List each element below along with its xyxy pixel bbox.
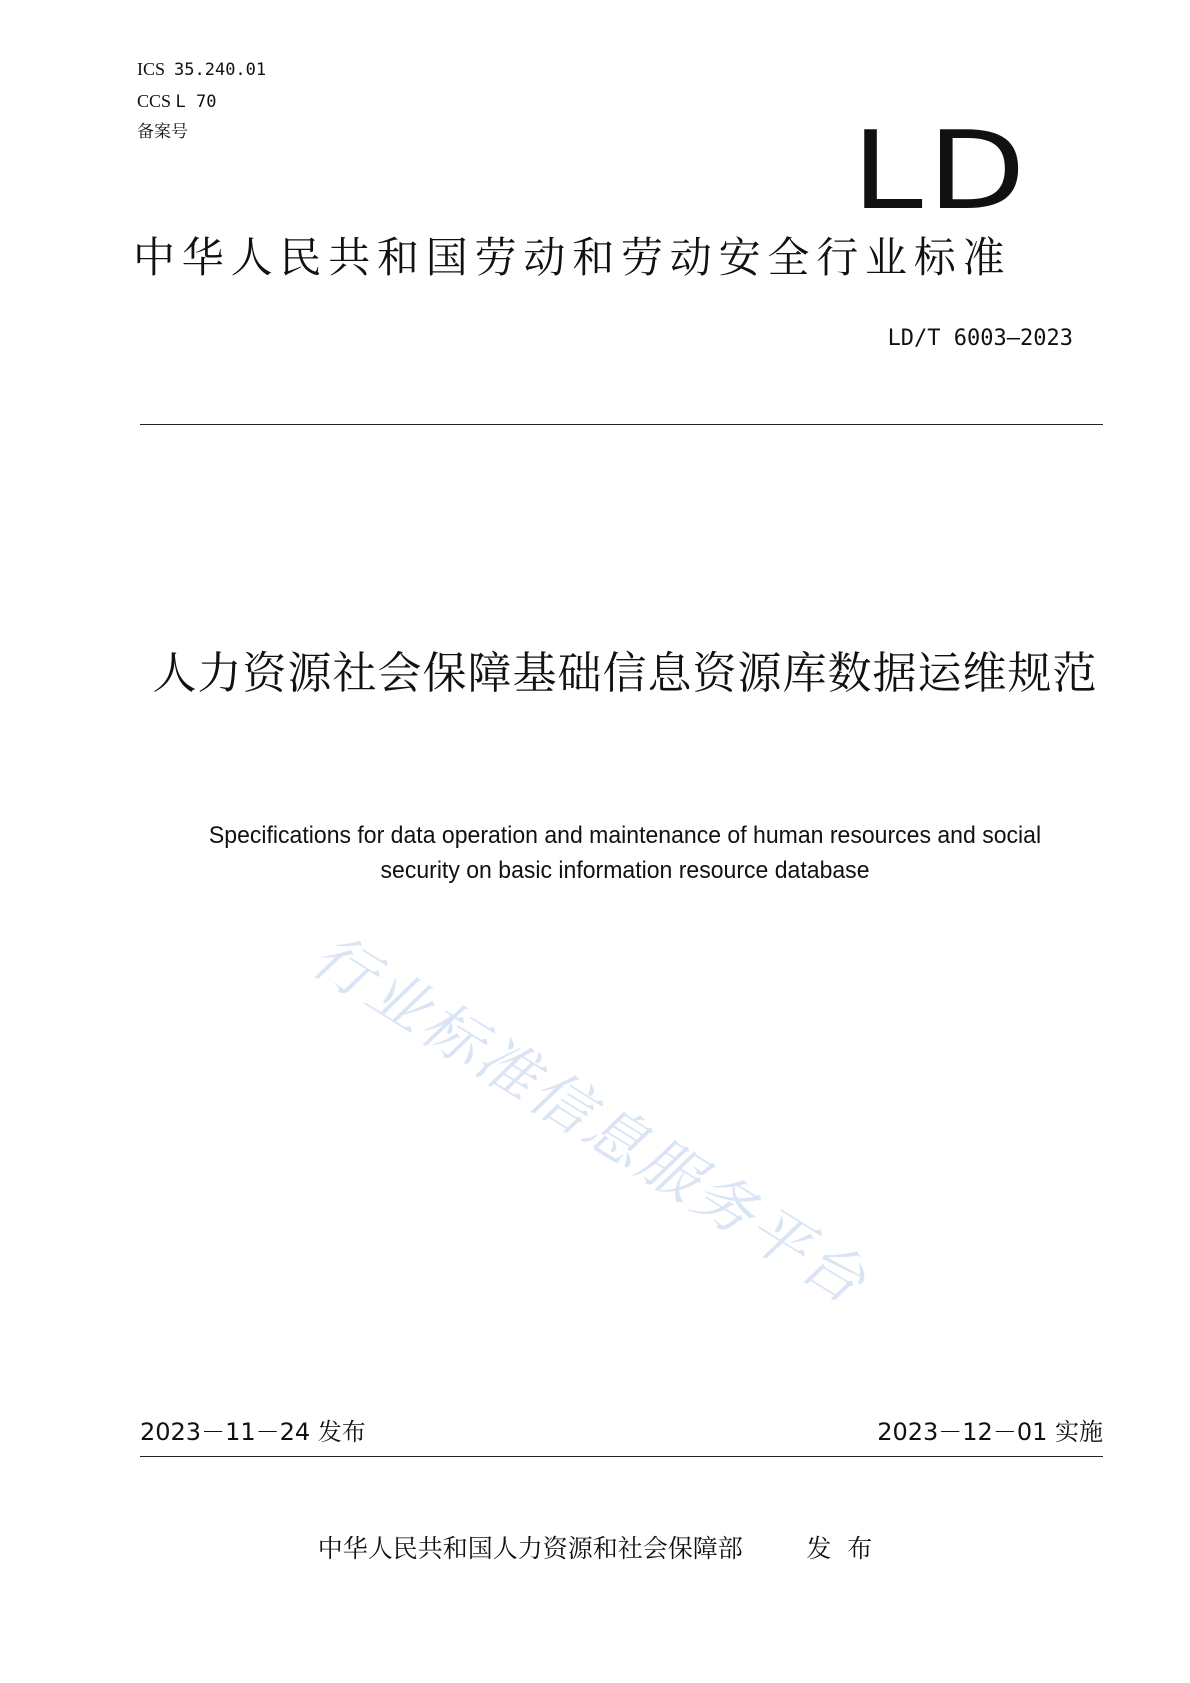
document-title-english: Specifications for data operation and maintenance of human resources and social security on basic information resource database [208,822,1042,884]
bottom-divider [140,1456,1103,1457]
ccs-label: CCS [137,91,172,111]
top-divider [140,424,1103,425]
issuer-action: 发 布 [806,1534,873,1563]
publish-date: 2023－11－24 发布 [140,1418,366,1446]
ccs-value: L 70 [175,92,217,112]
document-title-chinese: 人力资源社会保障基础信息资源库数据运维规范 [152,648,1098,699]
watermark-text: 行业标准信息服务平台 [300,920,880,1320]
ccs-classification [137,90,216,113]
ics-value: 35.240.01 [174,60,267,80]
standard-code: LD/T 6003—2023 [887,326,1073,351]
ics-label: ICS [137,59,166,79]
filing-number-label: 备案号 [137,122,188,142]
implement-date: 2023－12－01 实施 [877,1418,1103,1446]
ld-logo: LD [851,109,1030,234]
standard-type-heading: 中华人民共和国劳动和劳动安全行业标准 [133,233,1012,282]
issuing-authority [0,1532,1190,1566]
ics-classification [137,58,266,81]
issuer-name: 中华人民共和国人力资源和社会保障部 [317,1534,743,1563]
